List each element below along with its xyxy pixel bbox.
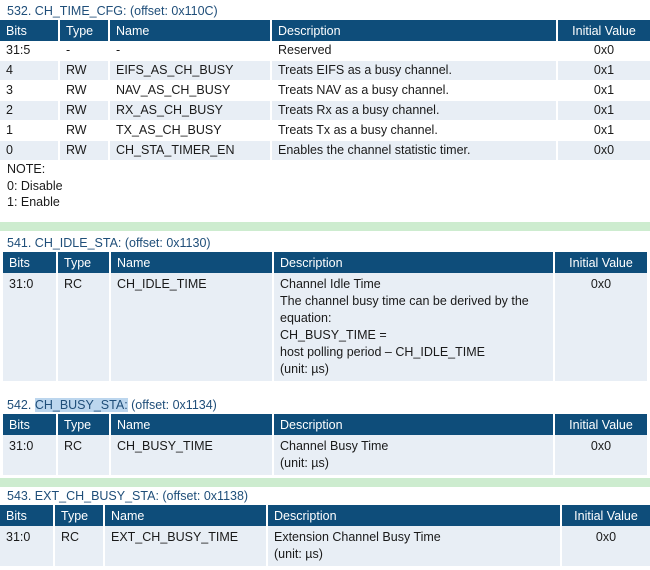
note-block <box>0 161 650 211</box>
table-row <box>0 61 650 81</box>
cell-name: EXT_CH_BUSY_TIME <box>104 526 267 567</box>
cell-type: RW <box>59 141 109 161</box>
table-row <box>0 81 650 101</box>
cell-name: NAV_AS_CH_BUSY <box>109 81 271 101</box>
description-line: host polling period – CH_IDLE_TIME <box>280 345 485 359</box>
cell-name: CH_BUSY_TIME <box>110 435 273 476</box>
table-row <box>0 101 650 121</box>
section-title-suffix: (offset: 0x1134) <box>127 398 217 412</box>
section-divider <box>0 222 650 231</box>
description-line: (unit: µs) <box>280 456 329 470</box>
table-header-row <box>3 414 647 435</box>
header-type: Type <box>57 414 110 435</box>
cell-type: RC <box>54 526 104 567</box>
cell-description: Reserved <box>271 41 557 61</box>
header-type: Type <box>54 505 104 526</box>
section-ch-time-cfg <box>0 2 650 211</box>
cell-name: EIFS_AS_CH_BUSY <box>109 61 271 81</box>
note-line: 1: Enable <box>7 195 60 209</box>
header-initial-value: Initial Value <box>557 20 650 41</box>
cell-type: - <box>59 41 109 61</box>
section-title: 541. CH_IDLE_STA: (offset: 0x1130) <box>7 236 211 250</box>
header-initial-value: Initial Value <box>554 414 647 435</box>
header-initial-value: Initial Value <box>554 252 647 273</box>
cell-bits: 1 <box>0 121 59 141</box>
description-line: Channel Busy Time <box>280 439 389 453</box>
section-title <box>0 396 647 414</box>
table-row <box>0 526 650 567</box>
description-line: Extension Channel Busy Time <box>274 530 441 544</box>
description-line: Channel Idle Time <box>280 277 381 291</box>
section-title-prefix: 542. <box>7 398 35 412</box>
register-table <box>0 20 650 161</box>
header-description: Description <box>273 414 554 435</box>
table-row <box>0 141 650 161</box>
register-table <box>0 505 650 567</box>
description-line: (unit: µs) <box>274 547 323 561</box>
header-bits: Bits <box>3 414 57 435</box>
cell-type: RW <box>59 121 109 141</box>
cell-description: Treats EIFS as a busy channel. <box>271 61 557 81</box>
cell-name: CH_STA_TIMER_EN <box>109 141 271 161</box>
cell-type: RW <box>59 101 109 121</box>
cell-name: RX_AS_CH_BUSY <box>109 101 271 121</box>
table-row <box>0 121 650 141</box>
table-header-row <box>0 505 650 526</box>
section-title: 532. CH_TIME_CFG: (offset: 0x110C) <box>7 4 218 18</box>
cell-initial-value: 0x1 <box>557 101 650 121</box>
cell-description: Enables the channel statistic timer. <box>271 141 557 161</box>
description-line: equation: <box>280 311 332 325</box>
cell-bits: 31:0 <box>3 435 57 476</box>
header-initial-value: Initial Value <box>561 505 650 526</box>
cell-name: - <box>109 41 271 61</box>
header-name: Name <box>109 20 271 41</box>
header-bits: Bits <box>0 20 59 41</box>
cell-type: RC <box>57 273 110 382</box>
header-bits: Bits <box>3 252 57 273</box>
header-type: Type <box>59 20 109 41</box>
table-row <box>3 435 647 476</box>
cell-bits: 31:0 <box>0 526 54 567</box>
cell-description: Treats Tx as a busy channel. <box>271 121 557 141</box>
section-title-highlight: CH_BUSY_STA: <box>34 398 128 412</box>
header-name: Name <box>110 414 273 435</box>
cell-bits: 4 <box>0 61 59 81</box>
section-ch-busy-sta <box>0 396 647 476</box>
cell-bits: 0 <box>0 141 59 161</box>
cell-description: Treats Rx as a busy channel. <box>271 101 557 121</box>
cell-initial-value: 0x1 <box>557 121 650 141</box>
cell-type: RW <box>59 81 109 101</box>
header-bits: Bits <box>0 505 54 526</box>
note-line: 0: Disable <box>7 178 63 193</box>
description-line: The channel busy time can be derived by the <box>280 294 529 308</box>
cell-description <box>273 435 554 476</box>
table-header-row <box>3 252 647 273</box>
table-row <box>0 41 650 61</box>
header-description: Description <box>273 252 554 273</box>
description-line: (unit: µs) <box>280 362 329 376</box>
cell-initial-value: 0x1 <box>557 81 650 101</box>
cell-type: RW <box>59 61 109 81</box>
section-title: 543. EXT_CH_BUSY_STA: (offset: 0x1138) <box>7 489 249 503</box>
cell-initial-value: 0x0 <box>554 435 647 476</box>
cell-description <box>273 273 554 382</box>
cell-name: CH_IDLE_TIME <box>110 273 273 382</box>
section-divider <box>0 478 650 487</box>
cell-bits: 31:0 <box>3 273 57 382</box>
note-heading: NOTE: <box>7 162 46 176</box>
section-ch-idle-sta <box>0 234 647 382</box>
cell-initial-value: 0x0 <box>554 273 647 382</box>
header-type: Type <box>57 252 110 273</box>
register-table <box>3 252 647 382</box>
cell-initial-value: 0x0 <box>557 41 650 61</box>
header-name: Name <box>104 505 267 526</box>
header-description: Description <box>267 505 561 526</box>
cell-initial-value: 0x0 <box>557 141 650 161</box>
cell-type: RC <box>57 435 110 476</box>
section-ext-ch-busy-sta <box>0 487 650 567</box>
table-header-row <box>0 20 650 41</box>
cell-initial-value: 0x0 <box>561 526 650 567</box>
register-table <box>3 414 647 476</box>
table-row <box>3 273 647 382</box>
header-description: Description <box>271 20 557 41</box>
cell-bits: 31:5 <box>0 41 59 61</box>
cell-description: Treats NAV as a busy channel. <box>271 81 557 101</box>
cell-bits: 3 <box>0 81 59 101</box>
description-line: CH_BUSY_TIME = <box>280 328 387 342</box>
header-name: Name <box>110 252 273 273</box>
cell-bits: 2 <box>0 101 59 121</box>
cell-name: TX_AS_CH_BUSY <box>109 121 271 141</box>
cell-initial-value: 0x1 <box>557 61 650 81</box>
cell-description <box>267 526 561 567</box>
